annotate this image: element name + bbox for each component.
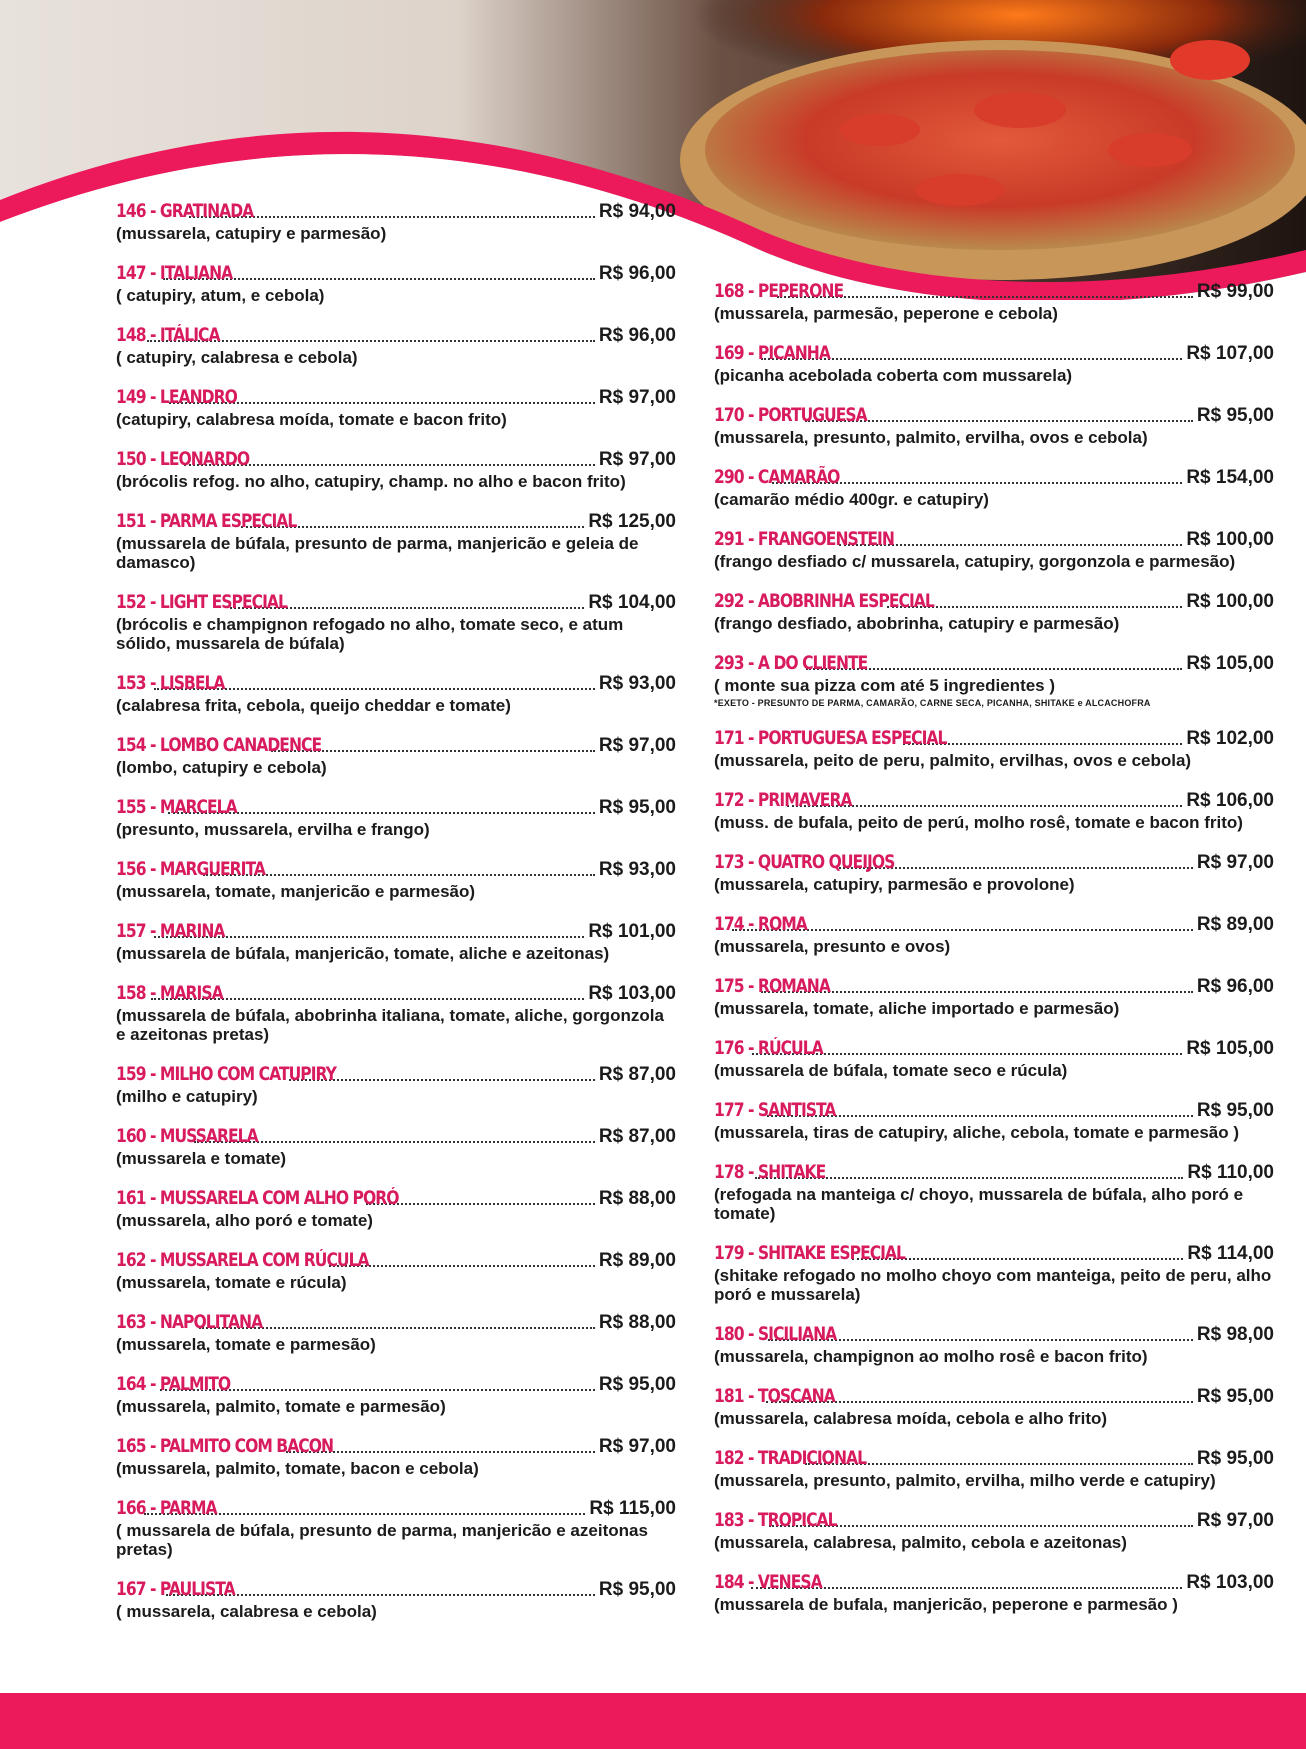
menu-item-name: 176 - RÚCULA [714, 1037, 823, 1059]
menu-item-name: 172 - PRIMAVERA [714, 789, 852, 811]
menu-item-name: 178 - SHITAKE [714, 1161, 826, 1183]
menu-item-price: R$ 96,00 [598, 263, 676, 284]
menu-item-description: (refogada na manteiga c/ choyo, mussarela de búfala, alho poró e tomate) [714, 1185, 1244, 1223]
menu-item-price: R$ 103,00 [588, 983, 676, 1004]
menu-item-line [714, 280, 1274, 303]
menu-item [714, 528, 1274, 571]
menu-item [116, 1125, 676, 1168]
menu-item-description: (mussarela de búfala, abobrinha italiana, tomate, aliche, gorgonzola e azeitonas pretas) [116, 1006, 664, 1044]
menu-item-name: 292 - ABOBRINHA ESPECIAL [714, 590, 934, 612]
menu-item [714, 1037, 1274, 1080]
menu-item [116, 1497, 676, 1559]
menu-item [116, 672, 676, 715]
menu-item-name: 153 - LISBELA [116, 672, 225, 694]
menu-item-line [714, 1447, 1274, 1470]
dot-leader [366, 1203, 595, 1205]
menu-item-price: R$ 88,00 [598, 1312, 676, 1333]
menu-item-price: R$ 105,00 [1186, 653, 1274, 674]
menu-item-price: R$ 104,00 [588, 592, 676, 613]
menu-item-name: 162 - MUSSARELA COM RÚCULA [116, 1249, 369, 1271]
menu-item-line [714, 789, 1274, 812]
menu-item-name: 170 - PORTUGUESA [714, 404, 867, 426]
menu-item-description: (mussarela, tomate, manjericão e parmesão) [116, 882, 476, 901]
menu-item [714, 1161, 1274, 1223]
menu-item-price: R$ 95,00 [1196, 1386, 1274, 1407]
menu-item-description: (frango desfiado, abobrinha, catupiry e parmesão) [714, 614, 1120, 633]
menu-item-name: 163 - NAPOLITANA [116, 1311, 263, 1333]
menu-item-line [714, 1571, 1274, 1594]
menu-item-name: 174 - ROMA [714, 913, 807, 935]
menu-item [116, 591, 676, 653]
menu-item-line [116, 796, 676, 819]
menu-item-price: R$ 97,00 [598, 387, 676, 408]
menu-item-description: (brócolis e champignon refogado no alho, tomate seco, e atum sólido, mussarela de búfala) [116, 615, 624, 653]
menu-item-price: R$ 102,00 [1186, 728, 1274, 749]
menu-item-name: 148 - ITÁLICA [116, 324, 220, 346]
menu-item-description: (mussarela, tomate e parmesão) [116, 1335, 376, 1354]
menu-item-name: 181 - TOSCANA [714, 1385, 835, 1407]
menu-item-name: 159 - MILHO COM CATUPIRY [116, 1063, 336, 1085]
menu-item-description: (milho e catupiry) [116, 1087, 258, 1106]
menu-item-description: (mussarela de búfala, presunto de parma, manjericão e geleia de damasco) [116, 534, 639, 572]
menu-item-name: 160 - MUSSARELA [116, 1125, 258, 1147]
menu-item-description: (picanha acebolada coberta com mussarela) [714, 366, 1073, 385]
menu-item-line [714, 1242, 1274, 1265]
menu-item [116, 796, 676, 839]
menu-item-description: (mussarela, presunto, palmito, ervilha, milho verde e catupiry) [714, 1471, 1216, 1490]
menu-item-name: 166 - PARMA [116, 1497, 217, 1519]
menu-item [714, 652, 1274, 708]
menu-item-price: R$ 96,00 [598, 325, 676, 346]
menu-item [714, 851, 1274, 894]
menu-item-name: 161 - MUSSARELA COM ALHO PORÓ [116, 1187, 399, 1209]
menu-item-line [116, 591, 676, 614]
menu-item-name: 184 - VENESA [714, 1571, 822, 1593]
menu-item [116, 448, 676, 491]
menu-item-price: R$ 94,00 [598, 201, 676, 222]
menu-item-line [714, 975, 1274, 998]
menu-item-description: (mussarela, catupiry, parmesão e provolone) [714, 875, 1075, 894]
menu-item-line [116, 1578, 676, 1601]
menu-item-description: (mussarela de búfala, tomate seco e rúcula) [714, 1061, 1068, 1080]
menu-item [116, 734, 676, 777]
menu-item-line [116, 510, 676, 533]
menu-item-line [714, 913, 1274, 936]
menu-item-price: R$ 100,00 [1186, 529, 1274, 550]
menu-item-line [714, 342, 1274, 365]
menu-item-description: (mussarela, alho poró e tomate) [116, 1211, 373, 1230]
menu-item-price: R$ 97,00 [1196, 852, 1274, 873]
menu-item-line [116, 672, 676, 695]
menu-item-price: R$ 95,00 [1196, 1100, 1274, 1121]
menu-item-line [714, 727, 1274, 750]
menu-item-description: (brócolis refog. no alho, catupiry, champ. no alho e bacon frito) [116, 472, 626, 491]
menu-item [714, 1447, 1274, 1490]
menu-item-line [714, 851, 1274, 874]
menu-item-description: ( monte sua pizza com até 5 ingredientes ) [714, 676, 1056, 695]
menu-item-price: R$ 89,00 [1196, 914, 1274, 935]
menu-item [714, 1571, 1274, 1614]
menu-item-price: R$ 99,00 [1196, 281, 1274, 302]
dot-leader [329, 1265, 595, 1267]
menu-item-line [714, 1161, 1274, 1184]
menu-item-name: 155 - MARCELA [116, 796, 237, 818]
menu-item-description: (mussarela, tomate, aliche importado e parmesão) [714, 999, 1120, 1018]
menu-item-price: R$ 105,00 [1186, 1038, 1274, 1059]
menu-item-price: R$ 87,00 [598, 1064, 676, 1085]
menu-item [714, 342, 1274, 385]
menu-item-name: 151 - PARMA ESPECIAL [116, 510, 297, 532]
menu-item-line [116, 200, 676, 223]
menu-item-name: 154 - LOMBO CANADENCE [116, 734, 322, 756]
menu-item-price: R$ 114,00 [1187, 1243, 1274, 1264]
menu-item-name: 171 - PORTUGUESA ESPECIAL [714, 727, 947, 749]
menu-item [714, 404, 1274, 447]
menu-item-name: 157 - MARINA [116, 920, 225, 942]
menu-item-line [714, 1037, 1274, 1060]
menu-item-price: R$ 97,00 [598, 735, 676, 756]
menu-item-price: R$ 88,00 [598, 1188, 676, 1209]
menu-item-description: (mussarela, calabresa, palmito, cebola e azeitonas) [714, 1533, 1127, 1552]
menu-item [714, 1323, 1274, 1366]
menu-item-description: (mussarela, presunto e ovos) [714, 937, 951, 956]
menu-item-description: ( mussarela, calabresa e cebola) [116, 1602, 377, 1621]
menu-item [714, 1509, 1274, 1552]
menu-item [116, 982, 676, 1044]
menu-item-line [116, 734, 676, 757]
menu-item-name: 179 - SHITAKE ESPECIAL [714, 1242, 906, 1264]
menu-item-name: 173 - QUATRO QUEIJOS [714, 851, 895, 873]
menu-item-name: 290 - CAMARÃO [714, 466, 840, 488]
menu-item-line [116, 920, 676, 943]
menu-item-name: 183 - TROPICAL [714, 1509, 837, 1531]
menu-item-description: (frango desfiado c/ mussarela, catupiry, gorgonzola e parmesão) [714, 552, 1236, 571]
menu-item-line [116, 262, 676, 285]
menu-item-price: R$ 125,00 [588, 511, 676, 532]
menu-item-description: (muss. de bufala, peito de perú, molho rosê, tomate e bacon frito) [714, 813, 1243, 832]
menu-item-description: (calabresa frita, cebola, queijo cheddar e tomate) [116, 696, 511, 715]
menu-item-name: 158 - MARISA [116, 982, 223, 1004]
menu-item-price: R$ 154,00 [1186, 467, 1274, 488]
menu-item-price: R$ 89,00 [598, 1250, 676, 1271]
menu-item-description: (mussarela, tomate e rúcula) [116, 1273, 347, 1292]
menu-item-description: (mussarela de bufala, manjericão, peperone e parmesão ) [714, 1595, 1178, 1614]
menu-item-price: R$ 95,00 [1196, 405, 1274, 426]
menu-item-line [714, 404, 1274, 427]
menu-item-description: ( catupiry, calabresa e cebola) [116, 348, 358, 367]
menu-item-name: 291 - FRANGOENSTEIN [714, 528, 894, 550]
menu-item-price: R$ 107,00 [1186, 343, 1274, 364]
menu-item-description: (camarão médio 400gr. e catupiry) [714, 490, 989, 509]
menu-item-name: 156 - MARGUERITA [116, 858, 266, 880]
menu-item-line [116, 448, 676, 471]
menu-item [714, 789, 1274, 832]
menu-item [714, 280, 1274, 323]
menu-item-price: R$ 100,00 [1186, 591, 1274, 612]
menu-item-description: (mussarela, presunto, palmito, ervilha, ovos e cebola) [714, 428, 1148, 447]
menu-item-line [116, 1249, 676, 1272]
menu-item-line [116, 1187, 676, 1210]
menu-item-description: (mussarela, palmito, tomate, bacon e cebola) [116, 1459, 479, 1478]
menu-item-name: 165 - PALMITO COM BACON [116, 1435, 334, 1457]
menu-item-price: R$ 95,00 [1196, 1448, 1274, 1469]
menu-item [116, 200, 676, 243]
menu-item-name: 182 - TRADICIONAL [714, 1447, 867, 1469]
menu-item-description: (mussarela, peito de peru, palmito, ervilhas, ovos e cebola) [714, 751, 1192, 770]
menu-item-description: ( mussarela de búfala, presunto de parma, manjericão e azeitonas pretas) [116, 1521, 648, 1559]
menu-item-price: R$ 106,00 [1186, 790, 1274, 811]
menu-item-line [714, 1323, 1274, 1346]
menu-item-price: R$ 95,00 [598, 797, 676, 818]
menu-item-line [714, 1509, 1274, 1532]
menu-item-description: (mussarela, catupiry e parmesão) [116, 224, 387, 243]
menu-item [116, 1187, 676, 1230]
menu-item-name: 150 - LEONARDO [116, 448, 250, 470]
menu-item-line [714, 466, 1274, 489]
menu-item-description: (presunto, mussarela, ervilha e frango) [116, 820, 430, 839]
menu-item [116, 324, 676, 367]
menu-item-price: R$ 97,00 [1196, 1510, 1274, 1531]
menu-item-name: 169 - PICANHA [714, 342, 830, 364]
menu-item-line [116, 982, 676, 1005]
menu-item [714, 1385, 1274, 1428]
menu-item-price: R$ 95,00 [598, 1374, 676, 1395]
menu-item-line [714, 590, 1274, 613]
menu-item-name: 175 - ROMANA [714, 975, 830, 997]
menu-item-description: (mussarela, parmesão, peperone e cebola) [714, 304, 1058, 323]
menu-item-line [714, 528, 1274, 551]
menu-item-line [714, 1099, 1274, 1122]
menu-item [116, 858, 676, 901]
menu-item-name: 293 - A DO CLIENTE [714, 652, 868, 674]
menu-item-line [116, 1311, 676, 1334]
menu-item-price: R$ 98,00 [1196, 1324, 1274, 1345]
menu-item-name: 152 - LIGHT ESPECIAL [116, 591, 287, 613]
menu-item-name: 146 - GRATINADA [116, 200, 254, 222]
menu-item [116, 262, 676, 305]
menu-item-note: *EXETO - PRESUNTO DE PARMA, CAMARÃO, CARNE SECA, PICANHA, SHITAKE e ALCACHOFRA [714, 698, 1151, 708]
menu-item-price: R$ 95,00 [598, 1579, 676, 1600]
menu-item-name: 164 - PALMITO [116, 1373, 231, 1395]
menu-item-name: 149 - LEANDRO [116, 386, 237, 408]
menu-item [116, 1578, 676, 1621]
menu-item-line [714, 652, 1274, 675]
menu-item [116, 1435, 676, 1478]
menu-item-description: (catupiry, calabresa moída, tomate e bacon frito) [116, 410, 507, 429]
menu-item [714, 975, 1274, 1018]
menu-item-price: R$ 97,00 [598, 449, 676, 470]
menu-item [714, 1099, 1274, 1142]
menu-item-price: R$ 101,00 [588, 921, 676, 942]
menu-item-price: R$ 103,00 [1186, 1572, 1274, 1593]
menu-item-line [714, 1385, 1274, 1408]
menu-item [116, 386, 676, 429]
menu-item-description: (mussarela, calabresa moída, cebola e alho frito) [714, 1409, 1108, 1428]
footer-bar [0, 1693, 1306, 1749]
menu-item [714, 1242, 1274, 1304]
menu-item-price: R$ 93,00 [598, 673, 676, 694]
menu-item-description: (mussarela, palmito, tomate e parmesão) [116, 1397, 446, 1416]
menu-item [714, 466, 1274, 509]
menu-item [116, 1311, 676, 1354]
menu-item-description: (mussarela, tiras de catupiry, aliche, cebola, tomate e parmesão ) [714, 1123, 1240, 1142]
menu-item-price: R$ 97,00 [598, 1436, 676, 1457]
menu-item-description: (mussarela, champignon ao molho rosê e bacon frito) [714, 1347, 1148, 1366]
menu-item-line [116, 386, 676, 409]
menu-column-right [714, 280, 1274, 1633]
menu-item-description: ( catupiry, atum, e cebola) [116, 286, 325, 305]
menu-item-line [116, 1063, 676, 1086]
menu-column-left [116, 200, 676, 1640]
menu-item-price: R$ 87,00 [598, 1126, 676, 1147]
menu-item [116, 920, 676, 963]
menu-item [116, 510, 676, 572]
menu-item-price: R$ 93,00 [598, 859, 676, 880]
menu-item [116, 1249, 676, 1292]
menu-item-price: R$ 115,00 [589, 1498, 676, 1519]
menu-item-line [116, 1125, 676, 1148]
menu-item-description: (mussarela de búfala, manjericão, tomate, aliche e azeitonas) [116, 944, 610, 963]
menu-item-name: 180 - SICILIANA [714, 1323, 837, 1345]
menu-item-line [116, 1435, 676, 1458]
menu-item-name: 168 - PEPERONE [714, 280, 844, 302]
menu-item [714, 913, 1274, 956]
menu-item-name: 147 - ITALIANA [116, 262, 233, 284]
menu-item-line [116, 858, 676, 881]
menu-item [116, 1063, 676, 1106]
menu-item [714, 727, 1274, 770]
menu-item-description: (mussarela e tomate) [116, 1149, 287, 1168]
menu-item-description: (lombo, catupiry e cebola) [116, 758, 327, 777]
menu-item-line [116, 1373, 676, 1396]
menu-item-price: R$ 96,00 [1196, 976, 1274, 997]
menu-item-name: 167 - PAULISTA [116, 1578, 235, 1600]
menu-item-name: 177 - SANTISTA [714, 1099, 836, 1121]
menu-item [714, 590, 1274, 633]
menu-item [116, 1373, 676, 1416]
menu-item-line [116, 1497, 676, 1520]
menu-item-description: (shitake refogado no molho choyo com manteiga, peito de peru, alho poró e mussarela) [714, 1266, 1272, 1304]
menu-item-price: R$ 110,00 [1187, 1162, 1274, 1183]
menu-item-line [116, 324, 676, 347]
